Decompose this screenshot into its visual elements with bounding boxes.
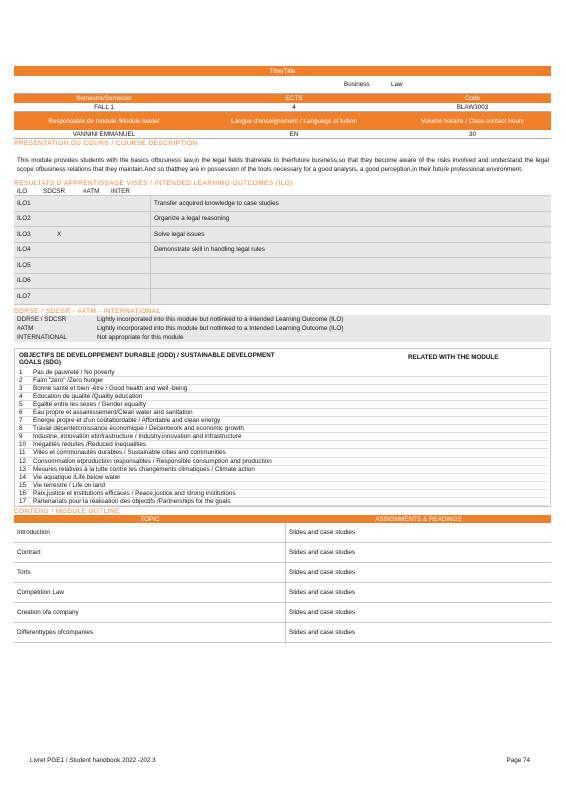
sdg-row	[19, 466, 548, 474]
sdg-number: 15	[19, 481, 27, 489]
sdg-title: OBJECTIFS DE DEVELOPPEMENT DURABLE (ODD) / SUSTAINABLE DEVELOPMENT GOALS (SDG)	[19, 351, 275, 366]
title-value-2: Law	[391, 81, 403, 88]
outline-topic: Competition Law	[14, 583, 286, 602]
sdg-related-label: RELATED WITH THE MODULE	[408, 353, 499, 361]
ilo-code: ILO6	[17, 277, 31, 285]
sdg-number: 14	[19, 473, 27, 481]
ilo-mark: X	[57, 230, 62, 238]
language-label: Langue d'enseignement / Language of tuition	[231, 117, 357, 125]
outline-title: CONTENU / MODULE OUTLINE	[14, 508, 120, 516]
sdg-number: 10	[19, 441, 27, 449]
sdg-number: 17	[19, 498, 27, 505]
legend-key: DDRSE / SDCSR	[17, 315, 67, 323]
sdg-number: 9	[19, 433, 23, 441]
outline-topic: Introduction	[14, 523, 286, 542]
ilo-text: Transfer acquired knowledge to case studies	[150, 196, 551, 211]
sdg-number: 8	[19, 425, 23, 433]
sdg-row	[19, 401, 548, 409]
sdg-text: Industrie, innovation etinfrastructure / Industry,innovation and infrastructure	[33, 433, 242, 441]
ilo-mark	[54, 196, 150, 211]
ilo-mark	[54, 243, 150, 258]
ilo-row	[14, 289, 551, 305]
ilo-header-row	[14, 187, 551, 195]
title-label-bar	[14, 66, 551, 76]
sdg-list	[19, 369, 548, 507]
ilo-header-inter: INTER	[111, 187, 130, 195]
sdg-row	[19, 377, 548, 385]
legend-text: Not appropriate for this module	[97, 333, 184, 341]
legend-row	[14, 333, 551, 342]
volume-value: 30	[468, 130, 476, 138]
ilo-row	[14, 258, 551, 274]
sdg-box	[14, 348, 551, 508]
ilo-row	[14, 243, 551, 259]
outline-table	[14, 523, 551, 643]
sdg-text: Bonne santé et bien -être / Good health and well -being	[33, 384, 188, 392]
outline-topic: Differenttypes ofcompanies	[14, 623, 286, 642]
module-sheet	[14, 66, 551, 643]
legend-key: INTERNATIONAL	[17, 333, 67, 341]
ilo-code: ILO3	[17, 230, 31, 238]
sdg-text: Education de qualité /Quality education	[33, 392, 143, 400]
ilo-text	[150, 274, 551, 289]
presentation-text: This module provides students with the basics ofbusiness law,in the legal fields thatrelate to theirfuture business,so that they become aware of the risks involved and understand the legal scope ofbusiness relations that they maintain.And so thatthey are in possession of the tools necessary for a good analysis, a good perception,in their future professional environment.	[17, 157, 549, 173]
sdg-text: Inégalités réduites /Reduced inequalities	[33, 441, 147, 449]
outline-row	[14, 543, 551, 563]
sdg-number: 3	[19, 384, 23, 392]
volume-label: Volume horaire / Class contact hours	[421, 117, 524, 125]
outline-assignment: Slides and case studies	[289, 629, 356, 637]
outline-topic: Torts	[14, 563, 286, 582]
sdg-number: 6	[19, 408, 23, 416]
outline-assignment: Slides and case studies	[289, 569, 356, 577]
sdg-number: 13	[19, 465, 27, 473]
semester-header-row	[14, 94, 551, 103]
semester-label: Semestre/Semester	[76, 95, 132, 102]
legend-row	[14, 315, 551, 324]
sdg-row	[19, 369, 548, 377]
legend-text: Lightly incorporated into this module but notlinked to a Intended Learning Outcome (ILO)	[97, 324, 344, 332]
topic-header: TOPIC	[140, 515, 160, 523]
sdg-row	[19, 474, 548, 482]
legend-text: Lightly incorporated into this module but notlinked to a Intended Learning Outcome (ILO)	[97, 315, 344, 323]
sdg-text: Vie aquatique /Life below water	[33, 473, 121, 481]
language-value: EN	[289, 130, 299, 138]
ilo-header-sdcsr: SDCSR	[43, 187, 66, 195]
sdg-text: Energie propre et d'un coûtabordable / Affordable and clean energy	[33, 417, 221, 425]
sdg-text: Villes et communautés durables / Sustainable cities and communities	[33, 449, 226, 457]
sdg-number: 2	[19, 376, 23, 384]
title-value-row	[14, 76, 551, 94]
ilo-text	[150, 289, 551, 304]
sdg-number: 1	[19, 368, 23, 376]
code-label: Code	[464, 95, 481, 102]
sdg-row	[19, 425, 548, 433]
ilo-code: ILO1	[17, 199, 31, 207]
sdg-row	[19, 490, 548, 498]
ilo-code: ILO5	[17, 261, 31, 269]
ilo-text: Organize a legal reasoning	[150, 212, 551, 227]
sdg-text: Vie terrestre / Life on land	[33, 481, 105, 489]
sdg-text: Eau propre et assainissement/Clean water and sanitation	[33, 408, 193, 416]
ilo-mark	[54, 274, 150, 289]
ilo-text	[150, 258, 551, 273]
sdg-row	[19, 417, 548, 425]
outline-assignment: Slides and case studies	[289, 609, 356, 617]
sdg-row	[19, 449, 548, 457]
semester-value-row	[14, 103, 551, 112]
ilo-row	[14, 196, 551, 212]
outline-assignment: Slides and case studies	[289, 549, 356, 557]
responsible-value-row	[14, 130, 551, 139]
presentation-title: PRESENTATION DU COURS / COURSE DESCRIPTION	[14, 140, 198, 147]
sdg-text: Pas de pauvreté / No poverty	[33, 368, 115, 376]
ilo-text: Solve legal issues	[150, 227, 551, 242]
sdg-row	[19, 393, 548, 401]
sdg-row	[19, 409, 548, 417]
footer	[30, 757, 530, 764]
outline-row	[14, 583, 551, 603]
legend-table	[14, 315, 551, 342]
sdg-row	[19, 458, 548, 466]
ilo-code: ILO4	[17, 246, 31, 254]
sdg-row	[19, 433, 548, 441]
sdg-number: 12	[19, 457, 27, 465]
title-value-1: Business	[344, 81, 370, 88]
ects-value: 4	[292, 103, 296, 111]
ects-label: ECTS	[285, 95, 303, 102]
footer-page: Page 74	[506, 757, 530, 764]
outline-header-row	[14, 515, 551, 523]
ilo-code: ILO2	[17, 215, 31, 223]
legend-title: DDRSE / SDCSR - #ATM - INTERNATIONAL	[14, 307, 161, 315]
ilo-row	[14, 212, 551, 228]
ilo-mark	[54, 258, 150, 273]
outline-topic: Creation ofa company	[14, 603, 286, 622]
sdg-text: Consommation etproduction responsables / Responsible consumption and production	[33, 457, 272, 465]
legend-key: #ATM	[17, 324, 34, 332]
code-value: BLAW3003	[456, 103, 489, 111]
ilo-code: ILO7	[17, 292, 31, 300]
ilo-mark	[54, 289, 150, 304]
outline-assignment: Slides and case studies	[289, 589, 356, 597]
outline-assignment: Slides and case studies	[289, 529, 356, 537]
assign-header: ASSIGNMENTS & READINGS	[375, 515, 462, 523]
sdg-number: 11	[19, 449, 26, 457]
sdg-number: 5	[19, 400, 23, 408]
sdg-row	[19, 498, 548, 506]
ilo-mark	[54, 212, 150, 227]
ilo-row	[14, 227, 551, 243]
outline-row	[14, 563, 551, 583]
sdg-number: 16	[19, 489, 27, 497]
outline-row	[14, 623, 551, 643]
sdg-text: Travail décentetcroissance économique / Decentwork and economic growth	[33, 425, 244, 433]
sdg-text: Partenariats pour la réalisation des objectifs /Partnerships for the goals	[33, 498, 231, 505]
ilo-header-ilo: ILO	[17, 187, 28, 195]
ilo-title: RESULTATS D'APPRENTISSAGE VISES / INTENDED LEARNING OUTCOMES (ILO)	[14, 180, 293, 187]
ilo-row	[14, 274, 551, 290]
sdg-text: Egalité entre les sexes / Gender equality	[33, 400, 147, 408]
semester-value: FALL 1	[94, 103, 114, 111]
responsible-label: Responsable de module /Module leader	[48, 117, 160, 125]
ilo-table	[14, 195, 551, 305]
sdg-row	[19, 441, 548, 449]
ilo-header-atm: #ATM	[83, 187, 100, 195]
title-label: Titre/Title	[269, 67, 296, 75]
ilo-text: Demonstrate skill in handling legal rules	[150, 243, 551, 258]
footer-left: Livret PGE1 / Student handbook 2022 -202 3	[30, 757, 156, 764]
sdg-number: 4	[19, 392, 23, 400]
responsible-value: VANNINI EMMANUEL	[72, 130, 136, 138]
sdg-text: Mesures relatives à la lutte contre les changements climatiques / Climate action	[33, 465, 255, 473]
sdg-row	[19, 482, 548, 490]
sdg-text: Faim "zéro" /Zero hunger	[33, 376, 104, 384]
sdg-row	[19, 385, 548, 393]
responsible-header-row	[14, 112, 551, 130]
outline-row	[14, 603, 551, 623]
legend-row	[14, 324, 551, 333]
sdg-number: 7	[19, 417, 23, 425]
sdg-text: Paix,justice et institutions efficaces / Peace,justice and strong institutions	[33, 489, 236, 497]
outline-row	[14, 523, 551, 543]
outline-topic: Contract	[14, 543, 286, 562]
sdg-header	[19, 352, 548, 367]
